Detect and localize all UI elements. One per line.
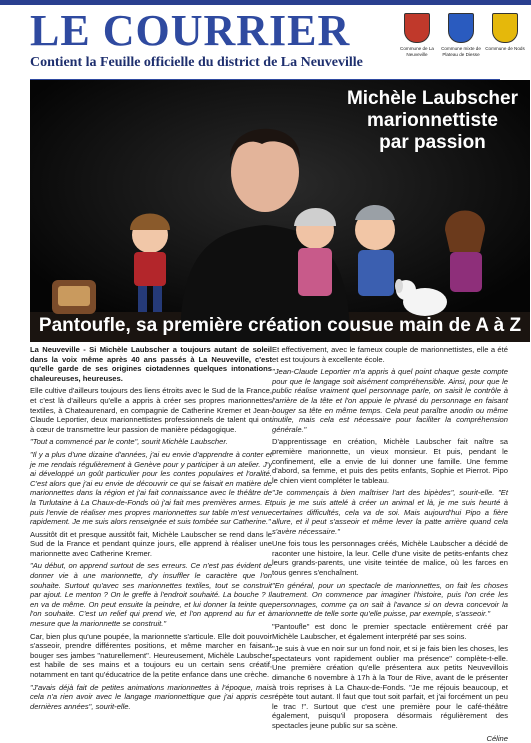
article-column-2 (272, 345, 508, 743)
crest-icon (404, 13, 430, 43)
article-paragraph: "Tout a commencé par le conte", sourit Michèle Laubscher. (30, 437, 228, 447)
article-column-1 (30, 345, 272, 714)
article-paragraph: Aussitôt dit et presque aussitôt fait, Michèle Laubscher se rend dans le Sud de la France et pendant quinze jours, elle apprend à réaliser une marionnette avec Catherine Kremer. (30, 529, 272, 558)
crest-icon (492, 13, 518, 43)
article-paragraph: D'apprentissage en création, Michèle Laubscher fait naître sa première marionnette, un vieux monsieur. Et puis, pendant le confinement, elle a envie de lui donner une famille. Une femme d'abord, sa femme, et puis des petits enfants, Sophie et Pierrot. Pipo le chien vient compléter le tableau. (272, 437, 508, 485)
article-quote: "En général, pour un spectacle de marionnettes, on fait les choses autrement. On commence par imaginer l'histoire, puis l'on crée les personnages, comme ça on sait à l'avance si on devra concevoir la marionnette de telle sorte qu'elle puisse, par exemple, s'asseoir." (272, 580, 508, 619)
crest-plateau-de-diesse (440, 13, 482, 57)
crest-label: Commune mixte de Plateau de Diesse (441, 46, 481, 57)
article-paragraph: Et effectivement, avec le fameux couple de marionnettistes, elle a été et est toujours à excellente école. (272, 345, 508, 364)
headline-line: marionnettiste (367, 110, 498, 131)
crest-label: Commune de Nods (485, 46, 525, 51)
article-quote: "Je commençais à bien maîtriser l'art des bipèdes", sourit-elle. "Et puis je me suis attelé à créer un animal et là, je me suis heurté à certaines difficultés, cela va de soi. Mais aujourd'hui Pipo a fière allure, et il peut s'asseoir et même lever la patte arrière quand cela s'avère nécessaire." (272, 488, 508, 536)
article-paragraph: "Pantoufle" est donc le premier spectacle entièrement créé par Michèle Laubscher, et également interprété par ses soins. (272, 622, 508, 641)
masthead (0, 5, 531, 85)
article-paragraph: Une fois tous les personnages créés, Michèle Laubscher a décidé de raconter une histoire, la leur. Celle d'une visite de petits-enfants chez leurs grands-parents, une visite teintée de malice, où les farces en tous genres s'enchaînent. (272, 539, 508, 578)
article-paragraph: Elle cultive d'ailleurs toujours des liens étroits avec le Sud de la France, et c'est là d'ailleurs qu'elle a appris à créer ses propres marionnettes textiles, à Chateaurenard, en compagnie de Catherine Kremer et Jean-Claude Leportier, deux marionnettistes professionnels de talent qui ont à cœur de transmettre leur passion de manière pédagogique. (30, 386, 272, 434)
newspaper-subtitle: Contient la Feuille officielle du district de La Neuveville (30, 55, 363, 70)
article-quote: "J'avais déjà fait de petites animations marionnettes à l'époque, mais cela n'a rien avoir avec le langage marionnettique que j'ai appris ces dernières années", sourit-elle. (30, 682, 272, 711)
photo-headline (347, 88, 518, 154)
photo-caption: Pantoufle, sa première création cousue main de A à Z (38, 315, 522, 336)
newspaper-title: LE COURRIER (30, 6, 351, 55)
article-paragraph: "Je suis à vue en noir sur un fond noir, et si je fais bien les choses, les spectateurs vont rapidement oublier ma présence" complète-t-elle. Une première création qu'elle présentera aux petits Neuvevillois dimanche 6 novembre à 17h à la Tour de Rive, avant de le présenter à trois reprises à La Chaux-de-Fonds. "Je me réjouis beaucoup, et répète tout autant. Il faut que tout soit parfait, et j'ai forcément un peu le trac !". Surtout que c'est une première pour le café-théâtre également, puisqu'il proposera désormais régulièrement des spectacles jeune public sur sa scène. (272, 644, 508, 730)
commune-crests (396, 13, 528, 83)
article-paragraph: Car, bien plus qu'une poupée, la marionnette s'articule. Elle doit pouvoir s'asseoir, prendre différentes positions, et même marcher en faisant bouger ses jambes "naturellement". Heureusement, Michèle Laubscher est habile de ses mains et a toujours eu un certain sens créatif, notamment en tant qu'éducatrice de la petite enfance dans une crèche. (30, 631, 272, 679)
article-lead: La Neuveville - Si Michèle Laubscher a toujours autant de soleil dans la voix même après 40 ans passés à La Neuveville, c'est qu'elle garde de ses origines ciotadennes quelques intonations chaleureuses, heureuses. (30, 345, 272, 383)
crest-la-neuveville (396, 13, 438, 57)
feature-photo (30, 80, 530, 342)
article-quote: "Il y a plus d'une dizaine d'années, j'ai eu envie d'apprendre à conter et je me rendais régulièrement à Genève pour y participer à un atelier. J'y ai développé un goût particulier pour les contes populaires et l'oralité. C'est alors que j'ai eu envie de découvrir ce qui se faisait en matière de marionnettes dans la région et j'ai fait connaissance avec le théâtre de la Turlutaine à La Chaux-de-Fonds où j'ai fait mes premières armes. Et puis l'envie de réaliser mes propres marionnettes sur table m'est venue rapidement. Je me suis alors renseignée et suis tombée sur Catherine." (30, 449, 272, 527)
crest-nods (484, 13, 526, 52)
headline-line: par passion (379, 132, 486, 153)
crest-label: Commune de La Neuveville (400, 46, 434, 57)
headline-line: Michèle Laubscher (346, 88, 518, 109)
article-quote: "Jean-Claude Leportier m'a appris à quel point chaque geste compte pour que le langage soit aisément compréhensible. Ainsi, pour que le public réalise vraiment quel personnage parle, on saisit le contrôle à l'arrière de la tête et l'on appuie le phrasé du personnage en faisant bouger sa tête en même temps. Cela peut paraître anodin ou même inutile, mais cela est nécessaire pour faciliter la compréhension générale." (272, 367, 508, 434)
crest-icon (448, 13, 474, 43)
article-quote: "Au début, on apprend surtout de ses erreurs. Ce n'est pas évident de donner vie à une marionnette, d'y insuffler le caractère que l'on souhaite. Surtout qu'avec ses marionnettes textiles, tout se construit par ajout. Le menton ? On le greffe à l'endroit souhaité. La bouche ? Il en va de même. On peut ensuite la peindre, et lui donner la teinte que l'on souhaite. C'est un relief qui prend vie, et l'on apprend au fur et à mesure que la marionnette se construit." (30, 561, 272, 629)
author-signature: Céline (486, 733, 508, 743)
